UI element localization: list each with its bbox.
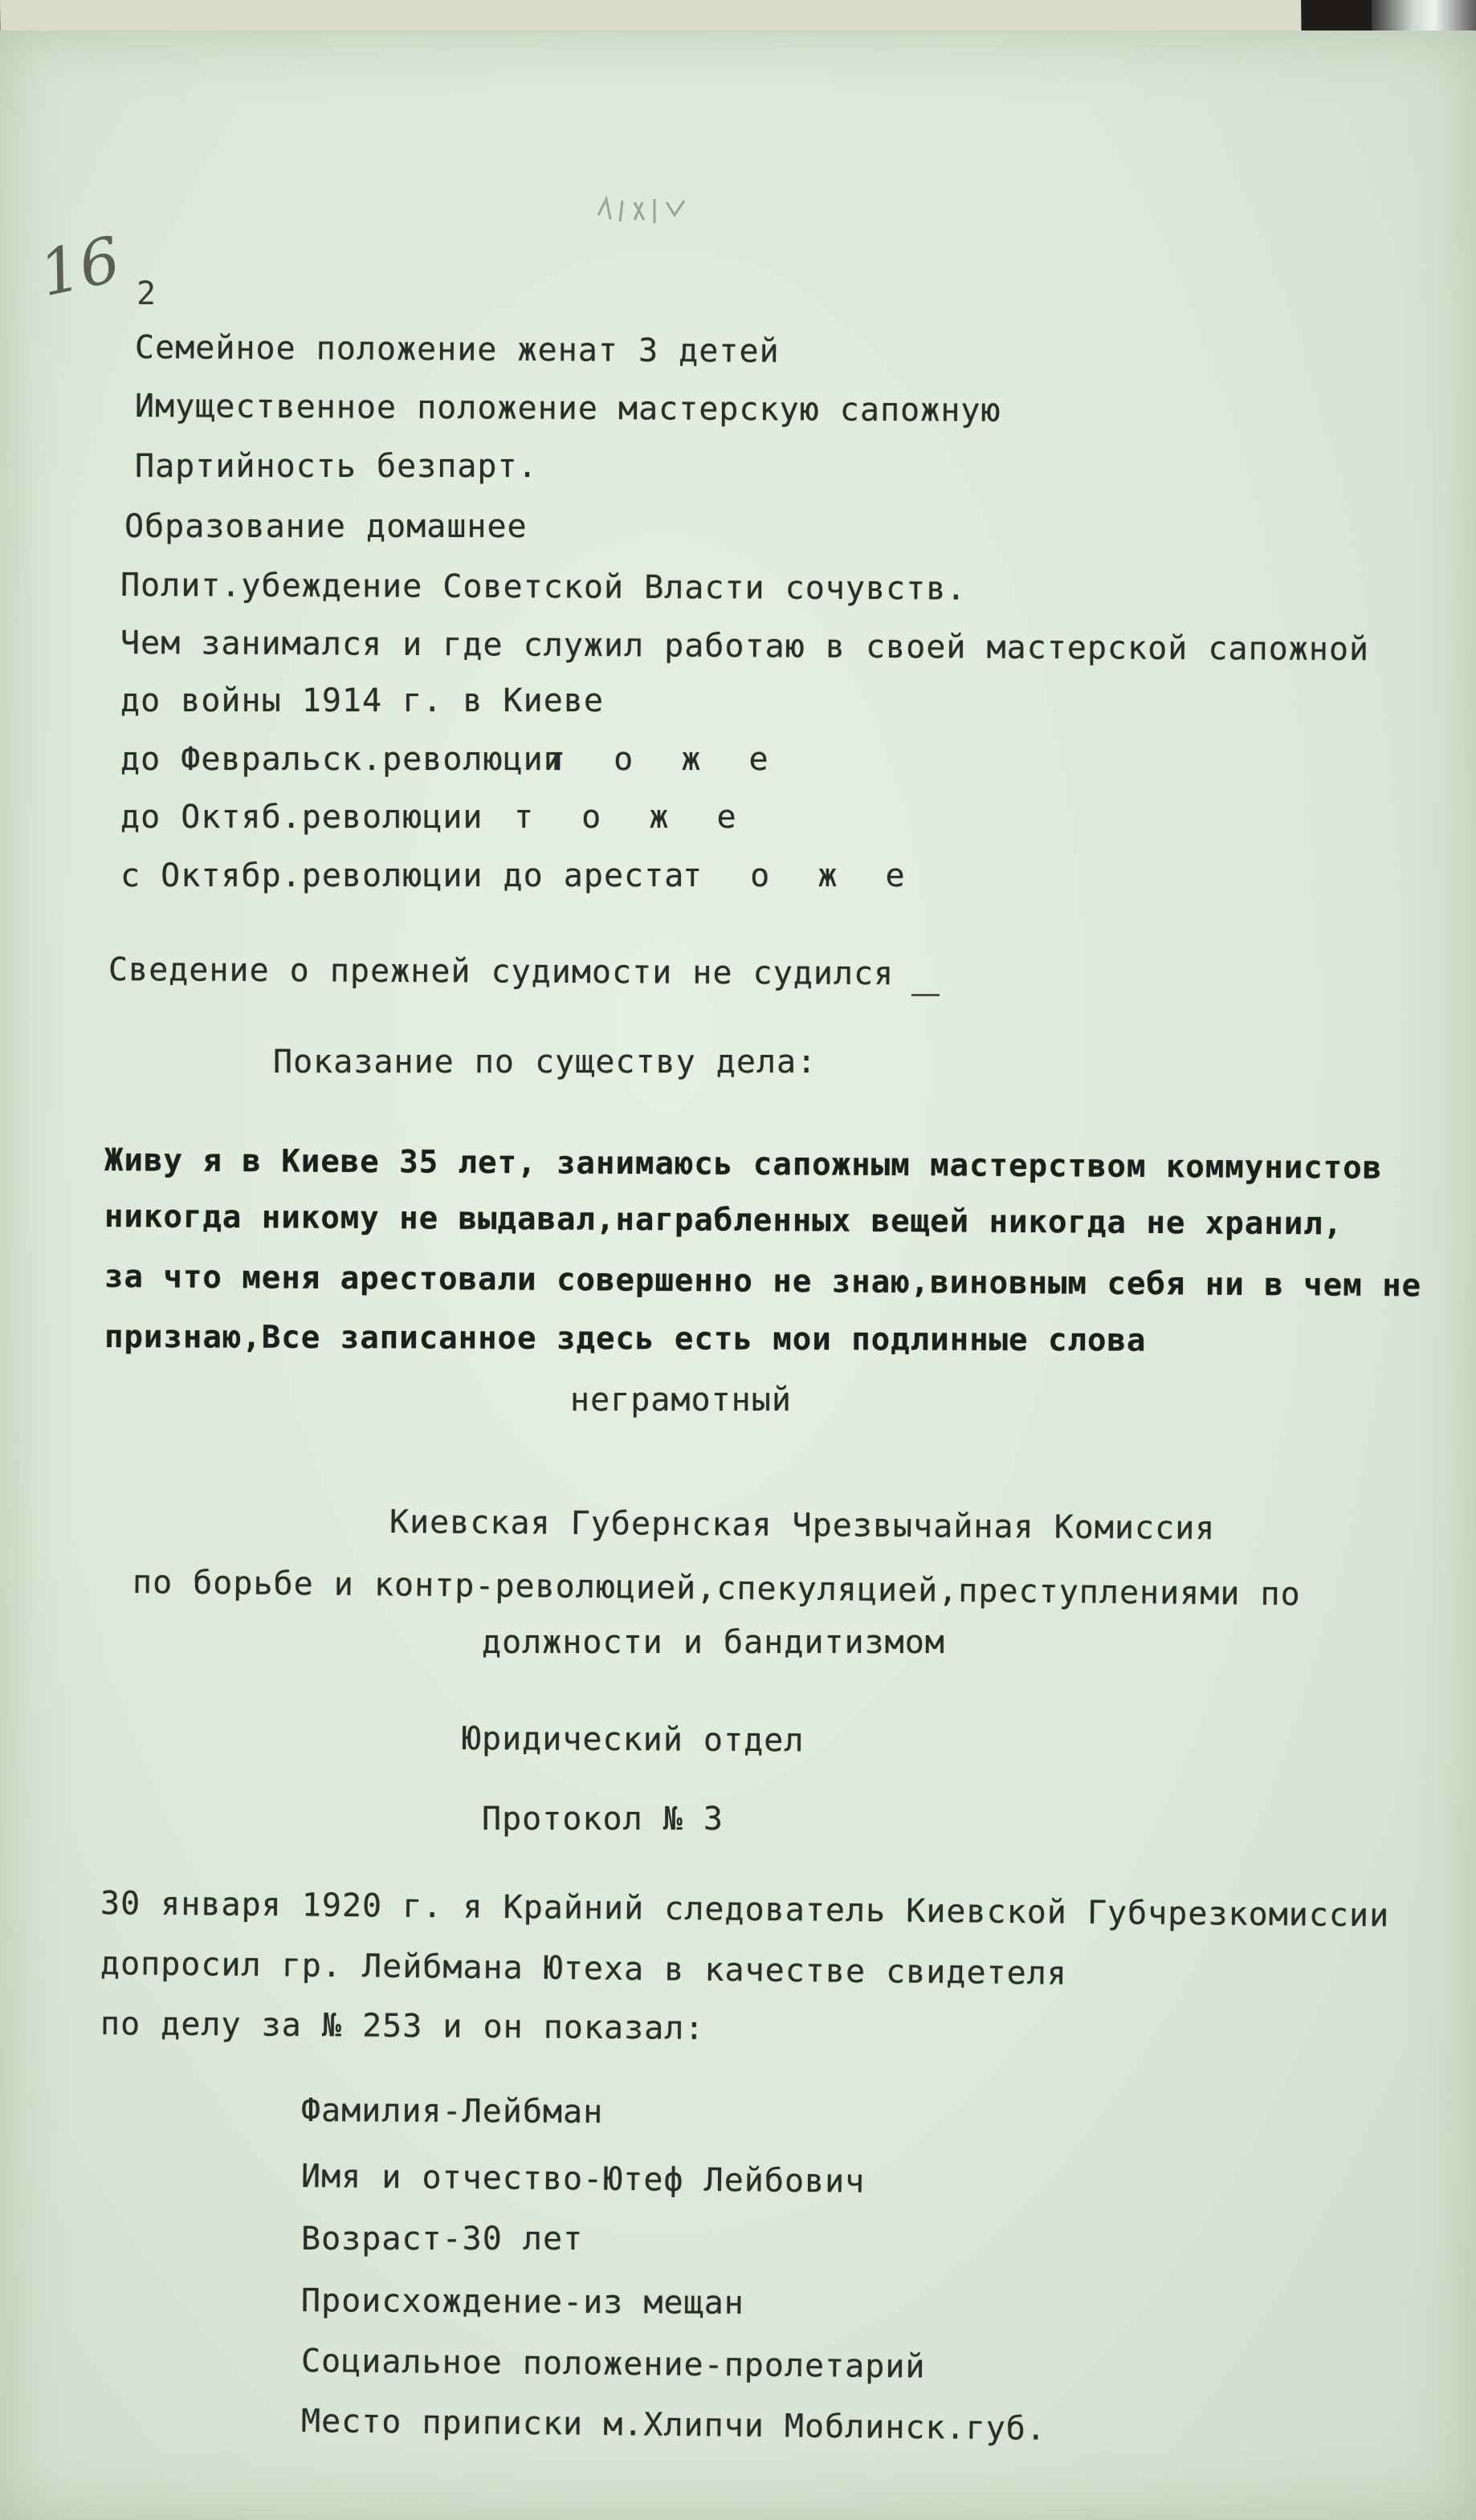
before-february-label: до Февральск.революции (120, 741, 564, 778)
commission-subtitle: по борьбе и контр-революцией,спекуляцией,преступлениями по (132, 1564, 1301, 1614)
witness-registration: Место приписки м.Хлипчи Моблинск.губ. (300, 2403, 1047, 2448)
testimony-line: никогда никому не выдавал,награбленных вещей никогда не хранил, (104, 1199, 1343, 1243)
commission-title: Киевская Губернская Чрезвычайная Комиссия (389, 1504, 1216, 1548)
witness-social-status: Социальное положение-пролетарий (300, 2343, 926, 2386)
testimony-line: признаю,Все записанное здесь есть мои подлинные слова (104, 1319, 1147, 1359)
witness-surname: Фамилия-Лейбман (300, 2092, 604, 2131)
page-number-suffix: 2 (137, 275, 157, 312)
occupation: Чем занимался и где служил работаю в своей мастерской сапожной (120, 625, 1370, 669)
protocol-intro-line: допросил гр. Лейбмана Ютеха в качестве свидетеля (100, 1945, 1068, 1993)
protocol-intro-line: по делу за № 253 и он показал: (100, 2005, 705, 2047)
testimony-line: за что меня арестовали совершенно не знаю,виновным себя ни в чем не (104, 1259, 1422, 1305)
faint-pencil-scribble (594, 191, 715, 231)
before-february-value: т о ж е (546, 741, 783, 778)
page-number: 16 (33, 223, 127, 311)
witness-origin: Происхождение-из мещан (300, 2282, 744, 2322)
dash-mark (911, 994, 940, 996)
since-october-value: т о ж е (683, 857, 919, 894)
before-war: до войны 1914 г. в Киеве (120, 682, 604, 719)
commission-subtitle-2: должности и бандитизмом (482, 1624, 945, 1661)
party-status: Партийность безпарт. (135, 448, 538, 485)
before-october-label: до Октяб.революции (120, 799, 483, 836)
prior-convictions: Сведение о прежней судимости не судился (108, 951, 895, 993)
education: Образование домашнее (124, 508, 528, 545)
protocol-number: Протокол № 3 (482, 1801, 724, 1838)
witness-age: Возраст-30 лет (301, 2221, 584, 2257)
archive-page (0, 31, 1476, 2520)
family-status: Семейное положение женат 3 детей (134, 329, 780, 370)
testimony-line: Живу я в Киеве 35 лет, занимаюсь сапожным мастерством коммунистов (104, 1142, 1383, 1187)
department: Юридический отдел (461, 1720, 805, 1760)
before-october-value: т о ж е (514, 799, 751, 836)
testimony-heading: Показание по существу дела: (273, 1044, 818, 1081)
political-views: Полит.убеждение Советской Власти сочувств. (120, 567, 967, 608)
property-status: Имущественное положение мастерскую сапожную (134, 388, 1001, 429)
signature-illiterate: неграмотный (570, 1382, 792, 1419)
since-october-label: с Октябр.революции до ареста (120, 857, 685, 894)
witness-name: Имя и отчество-Ютеф Лейбович (300, 2158, 866, 2200)
protocol-intro-line: 30 января 1920 г. я Крайний следователь Киевской Губчрезкомиссии (100, 1885, 1390, 1935)
